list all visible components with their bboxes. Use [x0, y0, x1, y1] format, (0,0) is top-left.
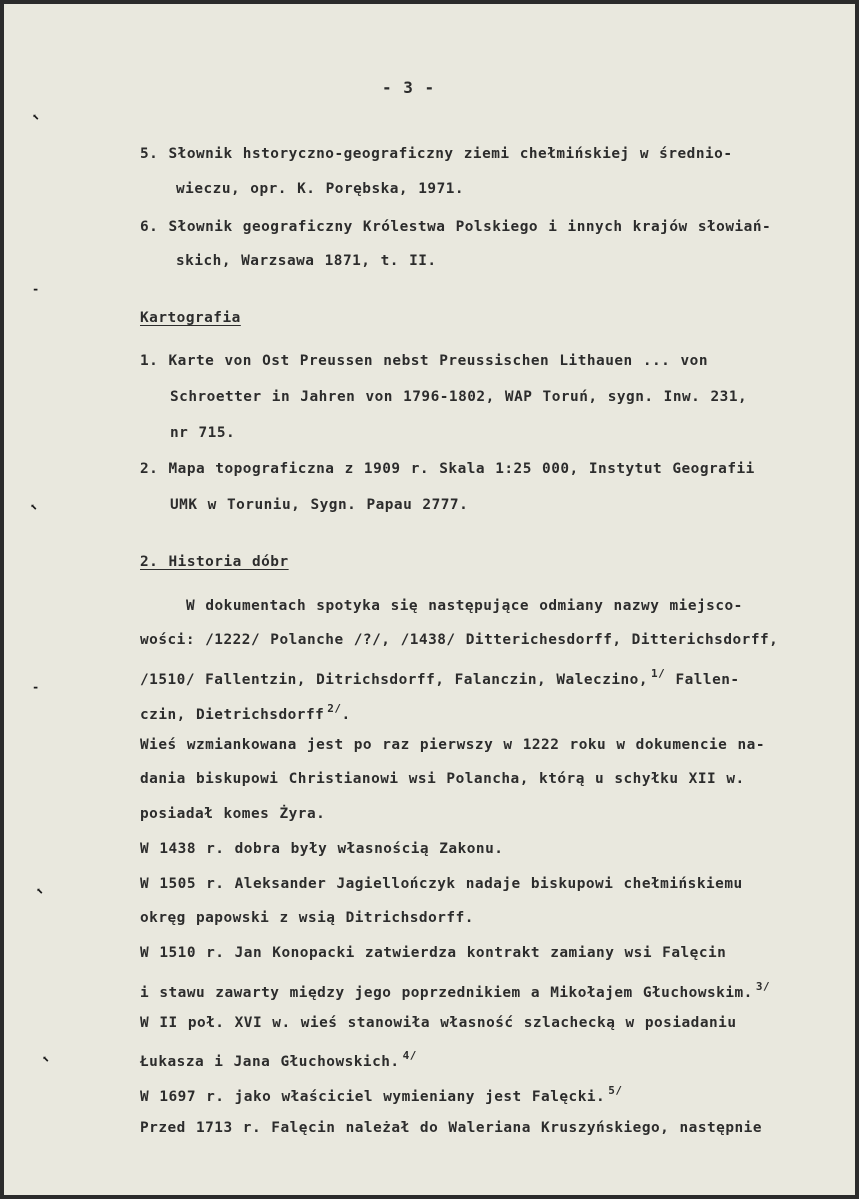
- paragraph-line: posiadał komes Żyra.: [140, 806, 326, 822]
- paragraph-line: W 1438 r. dobra były własnością Zakonu.: [140, 841, 504, 857]
- paragraph-line: Przed 1713 r. Falęcin należał do Waleriana Kruszyńskiego, następnie: [140, 1120, 762, 1136]
- paragraph-text: czin, Dietrichsdorff: [140, 707, 325, 723]
- paragraph-text: W 1697 r. jako właściciel wymieniany jest Falęcki.: [140, 1089, 606, 1105]
- map-item-2-line1: 2. Mapa topograficzna z 1909 r. Skala 1:25 000, Instytut Geografii: [140, 461, 755, 477]
- paragraph-line: [140, 702, 351, 723]
- paragraph-text: Łukasza i Jana Głuchowskich.: [140, 1054, 400, 1070]
- margin-mark: -: [32, 282, 40, 296]
- source-item-6-line1: 6. Słownik geograficzny Królestwa Polskiego i innych krajów słowiań-: [140, 219, 772, 235]
- page-number: - 3 -: [382, 78, 435, 97]
- paragraph-line: [140, 667, 740, 688]
- footnote-ref: 3/: [755, 980, 771, 993]
- historia-heading: 2. Historia dóbr: [140, 554, 289, 570]
- paragraph-text: /1510/ Fallentzin, Ditrichsdorff, Falanczin, Waleczino,: [140, 672, 649, 688]
- margin-mark: -: [32, 680, 40, 694]
- kartografia-heading: Kartografia: [140, 310, 241, 326]
- paragraph-line: [140, 980, 770, 1001]
- footnote-ref: 4/: [402, 1049, 417, 1062]
- paragraph-line: [140, 1049, 417, 1070]
- paragraph-line: dania biskupowi Christianowi wsi Polancha, którą u schyłku XII w.: [140, 771, 745, 787]
- paragraph-line: W 1510 r. Jan Konopacki zatwierdza kontrakt zamiany wsi Falęcin: [140, 945, 727, 961]
- map-item-1-line1: 1. Karte von Ost Preussen nebst Preussischen Lithauen ... von: [140, 353, 708, 369]
- source-item-6-line2: skich, Warzsawa 1871, t. II.: [176, 253, 437, 269]
- margin-mark: ⬉: [30, 500, 38, 514]
- footnote-ref: 2/: [327, 702, 342, 715]
- margin-mark: ⬉: [36, 884, 44, 898]
- paragraph-line: W 1505 r. Aleksander Jagiellończyk nadaje biskupowi chełmińskiemu: [140, 876, 743, 892]
- margin-mark: ⬉: [32, 110, 40, 124]
- margin-mark: ⬉: [42, 1052, 50, 1066]
- paragraph-text: i stawu zawarty między jego poprzednikiem a Mikołajem Głuchowskim.: [140, 985, 753, 1001]
- paragraph-line: W II poł. XVI w. wieś stanowiła własność szlachecką w posiadaniu: [140, 1015, 737, 1031]
- source-item-5-line1: 5. Słownik hstoryczno-geograficzny ziemi chełmińskiej w średnio-: [140, 146, 733, 162]
- paragraph-text: Fallen-: [675, 672, 740, 688]
- footnote-ref: 1/: [651, 667, 666, 680]
- paragraph-line: wości: /1222/ Polanche /?/, /1438/ Ditterichesdorff, Ditterichsdorff,: [140, 632, 779, 648]
- map-item-2-line2: UMK w Toruniu, Sygn. Papau 2777.: [170, 497, 469, 513]
- paragraph-line: Wieś wzmiankowana jest po raz pierwszy w 1222 roku w dokumencie na-: [140, 737, 765, 753]
- paragraph-text: .: [341, 707, 351, 723]
- footnote-ref: 5/: [608, 1084, 623, 1097]
- document-page: [4, 4, 855, 1195]
- paragraph-line: [140, 1084, 622, 1105]
- map-item-1-line2: Schroetter in Jahren von 1796-1802, WAP Toruń, sygn. Inw. 231,: [170, 389, 748, 405]
- map-item-1-line3: nr 715.: [170, 425, 236, 441]
- source-item-5-line2: wieczu, opr. K. Porębska, 1971.: [176, 181, 465, 197]
- paragraph-line: W dokumentach spotyka się następujące odmiany nazwy miejsco-: [186, 598, 743, 614]
- paragraph-line: okręg papowski z wsią Ditrichsdorff.: [140, 910, 474, 926]
